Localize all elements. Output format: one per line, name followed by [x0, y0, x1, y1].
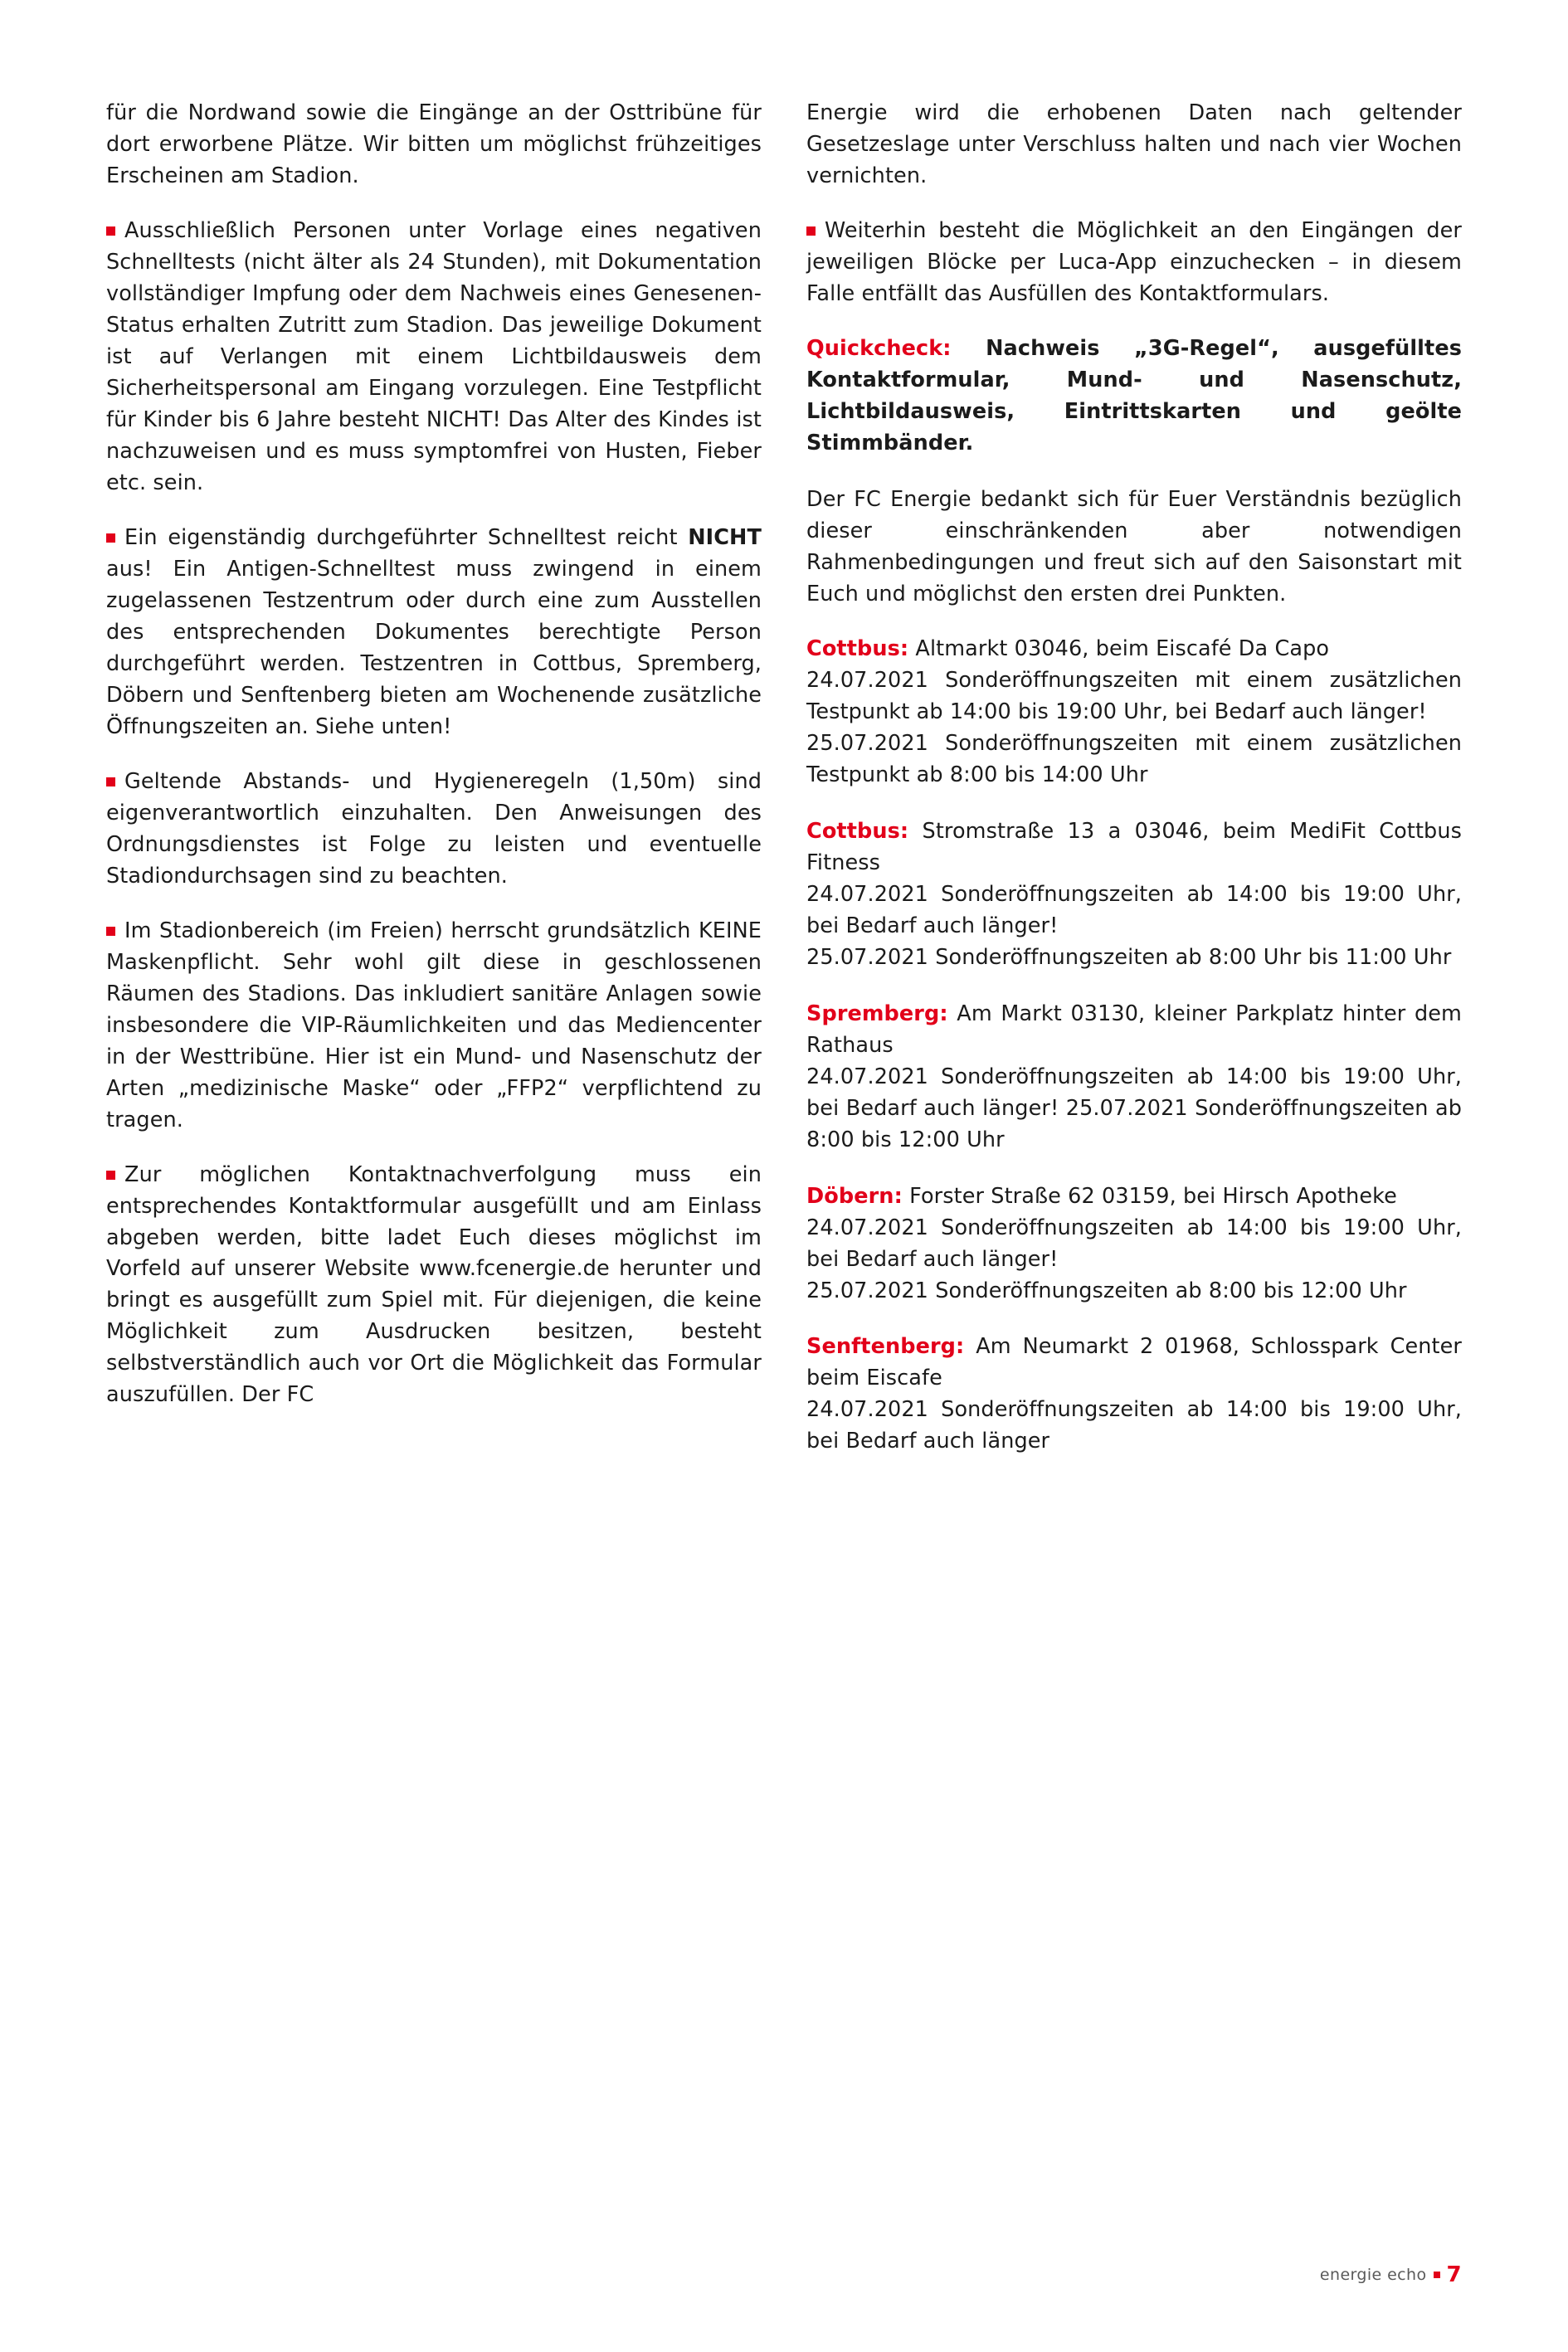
text-columns [106, 98, 1462, 2222]
test-center-address: Stromstraße 13 a 03046, beim MediFit Cottbus Fitness [806, 818, 1462, 875]
paragraph-text-before-bold: Ein eigenständig durchgeführter Schnelltest reicht [124, 524, 689, 550]
test-center-hours-line: 25.07.2021 Sonderöffnungszeiten ab 8:00 bis 12:00 Uhr [806, 1278, 1407, 1303]
page-number: 7 [1446, 2262, 1462, 2287]
quickcheck-text: Nachweis „3G-Regel“, ausgefülltes Kontaktformular, Mund- und Nasenschutz, Lichtbildausweis, Eintrittskarten und geölte Stimmbänder. [806, 335, 1462, 455]
test-center-hours-line: 24.07.2021 Sonderöffnungszeiten ab 14:00 bis 19:00 Uhr, bei Bedarf auch länger! [806, 1215, 1462, 1272]
paragraph-text: für die Nordwand sowie die Eingänge an der Osttribüne für dort erworbene Plätze. Wir bitten um möglichst frühzeitiges Erscheinen am Stadion. [106, 100, 762, 188]
test-center-city: Cottbus: [806, 818, 909, 844]
bullet-square-icon [806, 226, 816, 236]
test-center-entry [806, 1181, 1462, 1307]
paragraph-text: Zur möglichen Kontaktnachverfolgung muss ein entsprechendes Kontaktformular ausgefüllt und am Einlass abgeben werden, bitte ladet Euch dieses möglichst im Vorfeld auf unserer Website www.fcenergie.de herunter und bringt es ausgefüllt zum Spiel mit. Für diejenigen, die keine Möglichkeit zum Ausdrucken besitzen, besteht selbstverständlich auch vor Ort die Möglichkeit das Formular auszufüllen. Der FC [106, 1161, 762, 1408]
test-center-city: Senftenberg: [806, 1334, 965, 1360]
left-column [106, 98, 762, 2222]
paragraph-distance-rules [106, 767, 762, 893]
test-center-hours-line: 25.07.2021 Sonderöffnungszeiten mit einem zusätzlichen Testpunkt ab 8:00 bis 14:00 Uhr [806, 730, 1462, 787]
bullet-square-icon [106, 533, 115, 543]
paragraph-closing [806, 485, 1462, 611]
footer-square-icon [1434, 2272, 1440, 2278]
paragraph-text: Energie wird die erhobenen Daten nach geltender Gesetzeslage unter Verschluss halten und nach vier Wochen vernichten. [806, 100, 1462, 188]
paragraph-luca-app [806, 216, 1462, 310]
paragraph-text: Ausschließlich Personen unter Vorlage eines negativen Schnelltests (nicht älter als 24 Stunden), mit Dokumentation vollständiger Impfung oder dem Nachweis eines Genesenen-Status erhalten Zutritt zum Stadion. Das jeweilige Dokument ist auf Verlangen mit einem Lichtbildausweis dem Sicherheitspersonal am Eingang vorzulegen. Eine Testpflicht für Kinder bis 6 Jahre besteht NICHT! Das Alter des Kindes ist nachzuweisen und es muss symptomfrei von Husten, Fieber etc. sein. [106, 217, 762, 495]
test-center-entry [806, 999, 1462, 1157]
bullet-square-icon [106, 1171, 115, 1180]
test-center-entry [806, 816, 1462, 974]
bullet-square-icon [106, 927, 115, 936]
test-center-hours-line: 24.07.2021 Sonderöffnungszeiten ab 14:00 bis 19:00 Uhr, bei Bedarf auch länger [806, 1397, 1462, 1454]
test-center-hours-line: 25.07.2021 Sonderöffnungszeiten ab 8:00 Uhr bis 11:00 Uhr [806, 944, 1452, 970]
bullet-square-icon [106, 777, 115, 786]
paragraph-selftest-rules [106, 523, 762, 743]
emphasis-nicht: NICHT [688, 524, 762, 550]
test-center-entry [806, 634, 1462, 791]
page-footer [1320, 2262, 1462, 2287]
test-center-address: Forster Straße 62 03159, bei Hirsch Apotheke [902, 1183, 1397, 1209]
test-center-address: Altmarkt 03046, beim Eiscafé Da Capo [908, 635, 1330, 661]
test-center-city: Spremberg: [806, 1001, 948, 1026]
paragraph-text: Im Stadionbereich (im Freien) herrscht grundsätzlich KEINE Maskenpflicht. Sehr wohl gilt diese in geschlossenen Räumen des Stadions. Das inkludiert sanitäre Anlagen sowie insbesondere die VIP-Räumlichkeiten und das Mediencenter in der Westtribüne. Hier ist ein Mund- und Nasenschutz der Arten „medizinische Maske“ oder „FFP2“ verpflichtend zu tragen. [106, 918, 762, 1132]
paragraph-text: Der FC Energie bedankt sich für Euer Verständnis bezüglich dieser einschränkenden aber notwendigen Rahmenbedingungen und freut sich auf den Saisonstart mit Euch und möglichst den ersten drei Punkten. [806, 486, 1462, 606]
test-center-hours-line: 24.07.2021 Sonderöffnungszeiten mit einem zusätzlichen Testpunkt ab 14:00 bis 19:00 Uhr, bei Bedarf auch länger! [806, 667, 1462, 724]
paragraph-entry-rules [106, 216, 762, 499]
bullet-square-icon [106, 226, 115, 236]
paragraph-data-retention [806, 98, 1462, 192]
paragraph-mask-rules [106, 916, 762, 1137]
quickcheck-label: Quickcheck: [806, 335, 952, 361]
test-center-address: Am Markt 03130, kleiner Parkplatz hinter dem Rathaus [806, 1001, 1462, 1058]
footer-label: energie echo [1319, 2266, 1427, 2284]
paragraph-text: Weiterhin besteht die Möglichkeit an den Eingängen der jeweiligen Blöcke per Luca-App einzuchecken – in diesem Falle entfällt das Ausfüllen des Kontaktformulars. [806, 217, 1462, 306]
paragraph-intro [106, 98, 762, 192]
right-column [806, 98, 1462, 2222]
paragraph-contact-form [106, 1160, 762, 1412]
quickcheck-block [806, 334, 1462, 460]
test-center-city: Döbern: [806, 1183, 903, 1209]
test-center-address: Am Neumarkt 2 01968, Schlosspark Center beim Eiscafe [806, 1334, 1462, 1391]
test-center-hours-line: 24.07.2021 Sonderöffnungszeiten ab 14:00 bis 19:00 Uhr, bei Bedarf auch länger! [806, 881, 1462, 938]
test-center-entry [806, 1332, 1462, 1458]
test-center-hours-line: 24.07.2021 Sonderöffnungszeiten ab 14:00 bis 19:00 Uhr, bei Bedarf auch länger! 25.07.2021 Sonderöffnungszeiten ab 8:00 bis 12:00 Uhr [806, 1064, 1462, 1152]
paragraph-text: Geltende Abstands- und Hygieneregeln (1,50m) sind eigenverantwortlich einzuhalten. Den Anweisungen des Ordnungsdienstes ist Folge zu leisten und eventuelle Stadiondurchsagen sind zu beachten. [106, 768, 762, 889]
paragraph-text-after-bold: aus! Ein Antigen-Schnelltest muss zwingend in einem zugelassenen Testzentrum oder durch eine zum Ausstellen des entsprechenden Dokumentes berechtigte Person durchgeführt werden. Testzentren in Cottbus, Spremberg, Döbern und Senftenberg bieten am Wochenende zusätzliche Öffnungszeiten an. Siehe unten! [106, 556, 762, 739]
test-center-city: Cottbus: [806, 635, 909, 661]
